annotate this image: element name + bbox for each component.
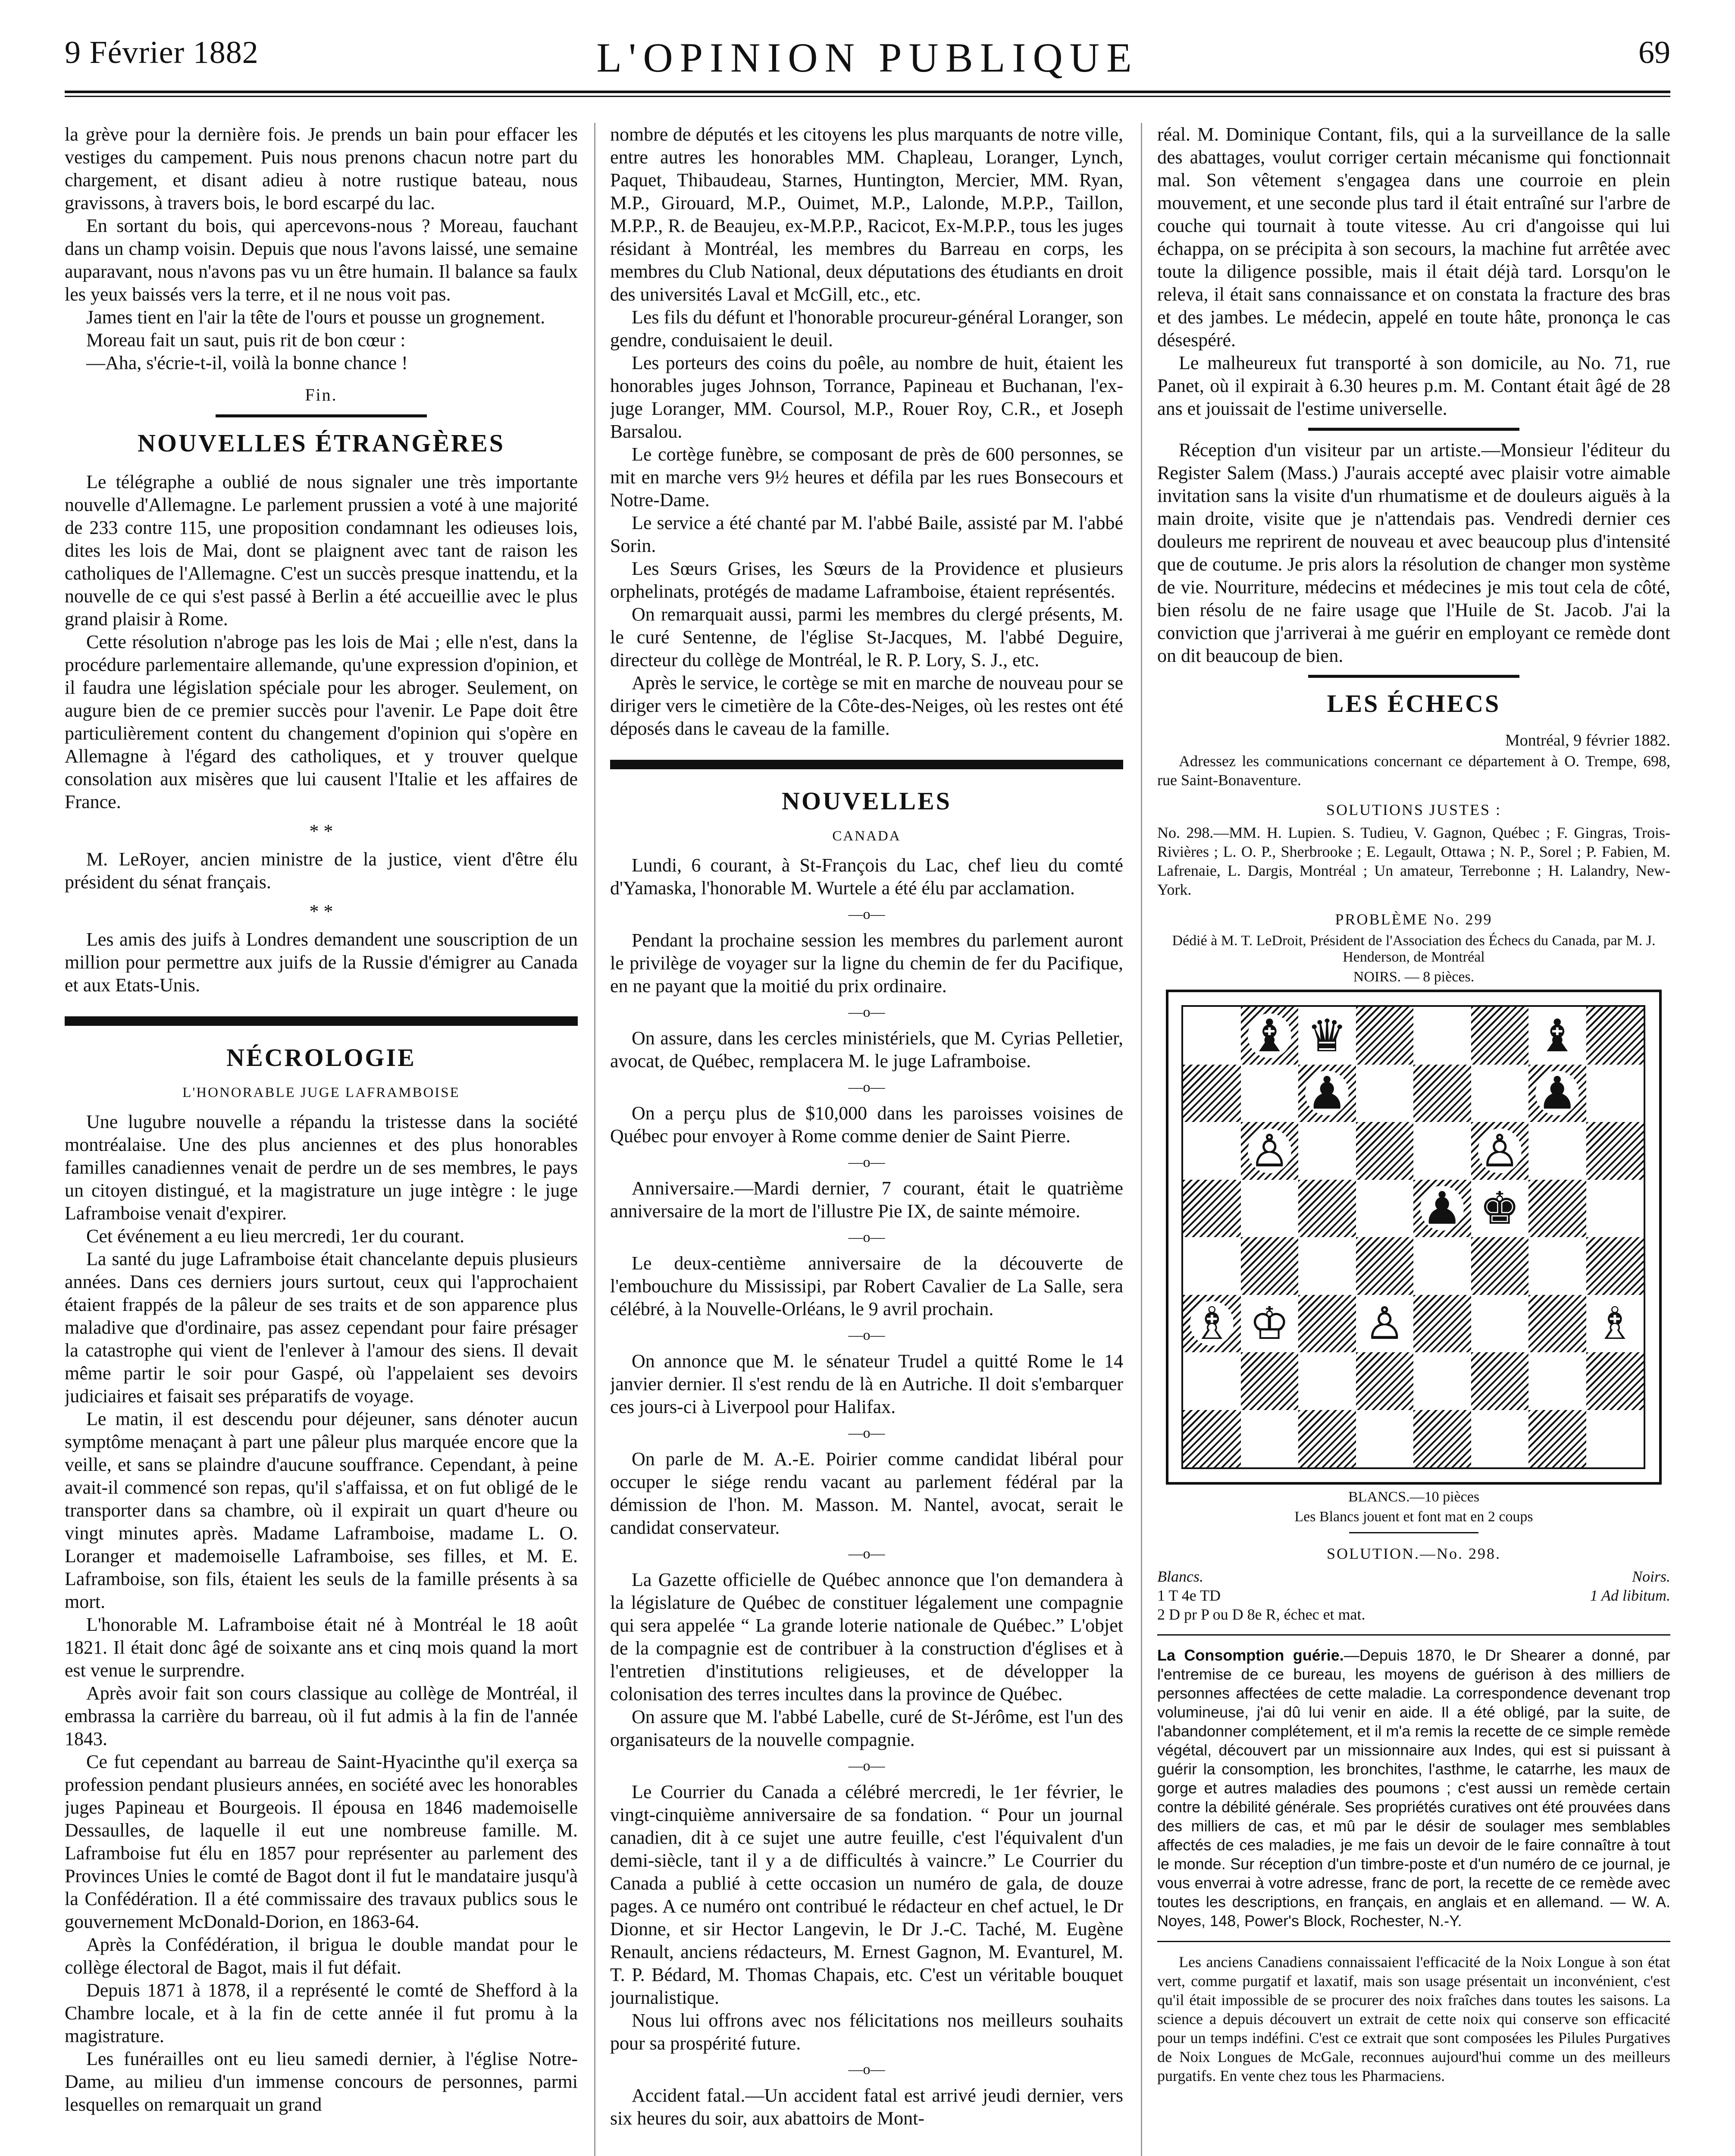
chess-square	[1183, 1122, 1241, 1180]
article-paragraph: Les fils du défunt et l'honorable procureur-général Loranger, son gendre, conduisaient le deuil.	[610, 307, 1123, 351]
chess-square	[1241, 1065, 1299, 1122]
section-rule	[216, 414, 427, 417]
chess-piece: ♟	[1535, 1071, 1579, 1116]
divider	[1349, 1532, 1478, 1533]
article-paragraph: Les porteurs des coins du poêle, au nombre de huit, étaient les honorables juges Johnson, Torrance, Papineau et Buchanan, l'ex-juge Loranger, MM. Coursol, M.P., Rouer Roy, C.R., et Joseph Barsalou.	[610, 352, 1123, 442]
chess-piece: ♝	[1537, 1009, 1578, 1062]
chess-square	[1471, 1065, 1529, 1122]
chess-square	[1528, 1352, 1586, 1410]
article-paragraph: Une lugubre nouvelle a répandu la tristesse dans la société montréalaise. Une des plus anciennes et des plus honorables familles canadiennes venait de perdre un de ses membres, le pays un citoyen distingué, et la magistrature un juge intègre : le juge Laframboise venait d'expirer.	[65, 1111, 578, 1224]
article-paragraph: Le télégraphe a oublié de nous signaler une très importante nouvelle d'Allemagne. Le parlement prussien a voté à une majorité de 233 contre 115, une proposition condamnant les odieuses lois, dites les lois de Mai, dont se plaignent avec tant de raison les catholiques de l'Allemagne. C'est un succès presque inattendu, et la nouvelle de ce qui s'est passé à Berlin a été accueillie avec le plus grand plaisir à Rome.	[65, 471, 578, 630]
chess-square	[1298, 1410, 1356, 1468]
section-rule-thick	[610, 760, 1123, 769]
news-item: Pendant la prochaine session les membres du parlement auront le privilège de voyager sur la ligne du chemin de fer du Pacifique, en ne payant que la moitié du prix ordinaire.	[610, 930, 1123, 997]
solution-black-move: 1 Ad libitum.	[1590, 1587, 1670, 1604]
chess-square	[1241, 1295, 1299, 1353]
news-item: On assure que M. l'abbé Labelle, curé de St-Jérôme, est l'un des organisateurs de la nouvelle compagnie.	[610, 1706, 1123, 1750]
solution-white-move: 2 D pr P ou D 8e R, échec et mat.	[1157, 1606, 1365, 1623]
chess-square	[1586, 1352, 1644, 1410]
story-end-mark: Fin.	[305, 385, 338, 404]
article-paragraph: On remarquait aussi, parmi les membres du clergé présents, M. le curé Sentenne, de l'église St-Jacques, M. l'abbé Deguire, directeur du collège de Montréal, le R. P. Lory, S. J., etc.	[610, 604, 1123, 671]
item-separator: —o—	[848, 1546, 885, 1562]
chess-square	[1356, 1295, 1414, 1353]
article-paragraph: Cet événement a eu lieu mercredi, 1er du courant.	[86, 1225, 465, 1247]
chess-piece: ♗	[1594, 1297, 1635, 1350]
chess-square	[1298, 1180, 1356, 1238]
problem-instruction: Les Blancs jouent et font mat en 2 coups	[1294, 1509, 1533, 1525]
chess-square	[1528, 1295, 1586, 1353]
chess-square	[1241, 1237, 1299, 1295]
chess-square	[1413, 1295, 1471, 1353]
divider	[1157, 1941, 1670, 1942]
chess-square	[1298, 1237, 1356, 1295]
chess-address: Adressez les communications concernant ce département à O. Trempe, 698, rue Saint-Bonaventure.	[1157, 752, 1670, 789]
news-item: Anniversaire.—Mardi dernier, 7 courant, était le quatrième anniversaire de la mort de l'illustre Pie IX, de sainte mémoire.	[610, 1178, 1123, 1222]
chess-square	[1413, 1237, 1471, 1295]
chess-square	[1298, 1065, 1356, 1122]
section-title-etrangeres: NOUVELLES ÉTRANGÈRES	[138, 429, 505, 457]
advert-title: La Consomption guérie.	[1157, 1646, 1344, 1664]
separator-stars: * *	[309, 821, 333, 842]
article-paragraph: La santé du juge Laframboise était chancelante depuis plusieurs années. Dans ces derniers jours surtout, ceux qui l'approchaient étaient frappés de la pâleur de ses traits et de son apparence plus maladive que d'ordinaire, pas assez cependant pour faire présager la catastrophe qui vient de l'enlever à l'amour des siens. Il devait même partir le soir pour Gaspé, où l'appelaient ses devoirs judiciaires et faisait ses préparatifs de voyage.	[65, 1248, 578, 1407]
column-separator	[1141, 123, 1142, 2156]
solution-title: SOLUTION.—No. 298.	[1327, 1545, 1501, 1562]
black-pieces-caption: NOIRS. — 8 pièces.	[1353, 969, 1475, 985]
item-separator: —o—	[848, 906, 885, 922]
news-item: On parle de M. A.-E. Poirier comme candidat libéral pour occuper le siége rendu vacant au parlement fédéral par la démission de l'hon. M. Masson. M. Nantel, avocat, serait le candidat conservateur.	[610, 1448, 1123, 1538]
item-separator: —o—	[848, 1425, 885, 1441]
chess-square	[1586, 1410, 1644, 1468]
article-paragraph: Le matin, il est descendu pour déjeuner, sans dénoter aucun symptôme menaçant à part une pâleur plus marquée encore que la veille, et sans se plaindre d'aucune souffrance. Cependant, à peine avait-il commencé son repas, qu'il s'affaissa, et on fut obligé de le transporter dans sa chambre, où il expirait un quart d'heure ou vingt minutes après. Madame Laframboise, madame L. O. Loranger et mademoiselle Laframboise, ses filles, et M. E. Laframboise, son fils, étaient les seuls de la famille présents à sa mort.	[65, 1408, 578, 1612]
chess-square	[1586, 1007, 1644, 1065]
chess-piece: ♙	[1364, 1297, 1405, 1350]
story-paragraph: Moreau fait un saut, puis rit de bon cœur :	[86, 329, 406, 351]
chess-square	[1471, 1352, 1529, 1410]
story-paragraph: James tient en l'air la tête de l'ours et pousse un grognement.	[86, 307, 545, 328]
article-paragraph: Cette résolution n'abroge pas les lois de Mai ; elle n'est, dans la procédure parlementaire allemande, qu'une expression d'opinion, et il faudra une législation spéciale pour les abroger. Seulement, on augure bien de ce premier succès pour l'avenir. Le Pape doit être particulièrement content du changement d'opinion qui s'opère en Allemagne à l'égard des catholiques, et y trouver quelque consolation aux misères que lui causent l'Italie et les affaires de France.	[65, 631, 578, 812]
problem-title: PROBLÈME No. 299	[1335, 911, 1493, 928]
chess-piece: ♙	[1248, 1128, 1291, 1173]
article-paragraph: Les Sœurs Grises, les Sœurs de la Providence et plusieurs orphelinats, protégés de madame Laframboise, étaient représentés.	[610, 558, 1123, 602]
chess-piece: ♛	[1307, 1009, 1347, 1062]
chess-square	[1413, 1065, 1471, 1122]
chess-square	[1298, 1295, 1356, 1353]
solution-line	[1157, 1586, 1670, 1605]
issue-date: 9 Février 1882	[65, 35, 259, 70]
chess-square	[1471, 1180, 1529, 1238]
section-rule-thick	[65, 1016, 578, 1026]
chess-square	[1298, 1352, 1356, 1410]
chess-square	[1413, 1410, 1471, 1468]
chess-square	[1183, 1295, 1241, 1353]
chess-square	[1241, 1007, 1299, 1065]
chess-square	[1528, 1065, 1586, 1122]
article-paragraph: Ce fut cependant au barreau de Saint-Hyacinthe qu'il exerça sa profession pendant plusieurs années, en société avec les honorables juges Papineau et Bourgeois. Il épousa en 1846 mademoiselle Dessaulles, de laquelle il eut une nombreuse famille. M. Laframboise fut élu en 1857 pour représenter au parlement des Provinces Unies le comté de Bagot dont il fut le mandataire jusqu'à la Confédération. Il a été commissaire des travaux publics sous le gouvernement McDonald-Dorion, en 1863-64.	[65, 1751, 578, 1932]
section-rule	[1308, 675, 1519, 678]
article-paragraph: L'honorable M. Laframboise était né à Montréal le 18 août 1821. Il était donc âgé de soixante ans et cinq mois quand la mort est venue le surprendre.	[65, 1614, 578, 1681]
divider	[1157, 1634, 1670, 1636]
chess-piece: ♗	[1190, 1301, 1234, 1346]
chess-square	[1413, 1007, 1471, 1065]
newspaper-title: L'OPINION PUBLIQUE	[596, 34, 1139, 81]
solutions-list: No. 298.—MM. H. Lupien. S. Tudieu, V. Gagnon, Québec ; F. Gingras, Trois-Rivières ; L. O. P., Sherbrooke ; E. Legault, Ottawa ; N. P., Sorel ; P. Fabien, M. Lafrenaie, L. Dargis, Montréal ; Un amateur, Terrebonne ; H. Lalandry, New-York.	[1157, 824, 1670, 898]
chess-square	[1356, 1180, 1414, 1238]
story-paragraph: En sortant du bois, qui apercevons-nous ? Moreau, fauchant dans un champ voisin. Depuis que nous l'avons laissé, une semaine auparavant, nous n'avons pas vu un être humain. Il balance sa faulx les yeux baissés vers la terre, et il ne nous voit pas.	[65, 215, 578, 305]
article-paragraph: Le cortège funèbre, se composant de près de 600 personnes, se mit en marche vers 9½ heures et défila par les rues Bonsecours et Notre-Dame.	[610, 444, 1123, 511]
chess-square	[1586, 1180, 1644, 1238]
chess-square	[1413, 1122, 1471, 1180]
article-paragraph: Les amis des juifs à Londres demandent une souscription de un million pour permettre aux juifs de la Russie d'émigrer au Canada et aux Etats-Unis.	[65, 929, 578, 996]
advert-paragraph: Réception d'un visiteur par un artiste.—Monsieur l'éditeur du Register Salem (Mass.) J'aurais accepté avec plaisir votre aimable invitation sans la visite d'un rhumatisme et de douleurs aiguës à la main droite, visite que je n'attendais pas. Vendredi dernier ces douleurs me reprirent de nouveau et avec beaucoup plus d'intensité que de coutume. Je pris alors la résolution de changer mon système de vie. Nourriture, médecins et médecines je mis tout cela de côté, bien résolu de ne faire usage que l'Huile de St. Jacob. J'ai la conviction que j'arriverai à me guérir en employant ce remède dont on dit beaucoup de bien.	[1157, 439, 1670, 666]
article-paragraph: Les funérailles ont eu lieu samedi dernier, à l'église Notre-Dame, au milieu d'un immense concours de personnes, parmi lesquelles on remarquait un grand	[65, 2048, 578, 2115]
chess-square	[1471, 1237, 1529, 1295]
news-item: Nous lui offrons avec nos félicitations nos meilleurs souhaits pour sa prospérité future.	[610, 2010, 1123, 2054]
chess-square	[1413, 1180, 1471, 1238]
section-title-echecs: LES ÉCHECS	[1327, 689, 1501, 718]
column-separator	[594, 123, 595, 2156]
chess-square	[1183, 1410, 1241, 1468]
solution-white-head: Blancs.	[1157, 1568, 1203, 1585]
chess-square	[1586, 1065, 1644, 1122]
chess-square	[1356, 1122, 1414, 1180]
chess-square	[1528, 1237, 1586, 1295]
section-title-nouvelles: NOUVELLES	[782, 787, 952, 815]
news-item: Le Courrier du Canada a célébré mercredi, le 1er février, le vingt-cinquième anniversaire de sa fondation. “ Pour un journal canadien, dit à ce sujet une autre feuille, c'est l'équivalent d'un demi-siècle, tant il y a de difficultés à vaincre.” Le Courrier du Canada a publié à cette occasion un numéro de gala, de douze pages. A ce numéro ont contribué le rédacteur en chef actuel, le Dr Dionne, et sir Hector Langevin, le Dr J.-C. Taché, M. Eugène Renault, anciens rédacteurs, M. Ernest Gagnon, M. Evanturel, M. T. P. Bédard, M. Thomas Chapais, etc. C'est un véritable bouquet journalistique.	[610, 1781, 1123, 2008]
chess-square	[1241, 1352, 1299, 1410]
chess-piece: ♔	[1249, 1297, 1290, 1350]
article-paragraph: réal. M. Dominique Contant, fils, qui a la surveillance de la salle des abattages, voulut corriger certain mécanisme qui fonctionnait mal. Son vêtement s'engagea dans une courroie en plein mouvement, et une seconde plus tard il était entraîné sur l'arbre de couche qui tournait à toute vitesse. Au cri d'angoisse qui lui échappa, on se précipita à son secours, la machine fut arrêtée avec toute la diligence possible, mais il était déjà tard. Lorsqu'on le releva, il était sans connaissance et on constata la fracture des bras et des jambes. Le médecin, appelé en toute hâte, prononça le cas désespéré.	[1157, 124, 1670, 351]
chess-diagram	[1166, 990, 1662, 1485]
white-pieces-caption: BLANCS.—10 pièces	[1348, 1489, 1480, 1505]
story-paragraph: —Aha, s'écrie-t-il, voilà la bonne chance !	[86, 352, 408, 373]
chess-board	[1181, 1005, 1645, 1469]
chess-square	[1356, 1410, 1414, 1468]
column-1	[65, 123, 578, 2156]
chess-square	[1183, 1180, 1241, 1238]
chess-square	[1471, 1410, 1529, 1468]
article-paragraph: Après le service, le cortège se mit en marche de nouveau pour se diriger vers le cimetière de la Côte-des-Neiges, où les restes ont été déposés dans le caveau de la famille.	[610, 672, 1123, 739]
advert-noix: Les anciens Canadiens connaissaient l'efficacité de la Noix Longue à son état vert, comme purgatif et laxatif, mais son usage présentait un inconvénient, c'est qu'il était impossible de se procurer des noix fraîches dans toutes les saisons. La science a depuis découvert un extrait de cette noix qui conserve son efficacité pour un temps indéfini. C'est ce extrait que sont composées les Pilules Purgatives de Noix Longues de McGale, reconnues aujourd'hui comme un des meilleurs purgatifs. En vente chez tous les Pharmaciens.	[1157, 1953, 1670, 2084]
column-2	[610, 123, 1123, 2156]
chess-square	[1241, 1180, 1299, 1238]
news-item: Accident fatal.—Un accident fatal est arrivé jeudi dernier, vers six heures du soir, aux abattoirs de Mont-	[610, 2085, 1123, 2129]
solution-black-head: Noirs.	[1632, 1568, 1670, 1585]
masthead	[65, 30, 1670, 99]
header-rule	[65, 91, 1670, 97]
page-number: 69	[1638, 35, 1670, 70]
chess-square	[1528, 1180, 1586, 1238]
chess-square	[1586, 1122, 1644, 1180]
chess-square	[1183, 1237, 1241, 1295]
item-separator: —o—	[848, 2062, 885, 2078]
subsection-title: CANADA	[832, 828, 901, 844]
advert-consomption	[1157, 1646, 1670, 1930]
chess-square	[1528, 1007, 1586, 1065]
chess-square	[1298, 1122, 1356, 1180]
chess-square	[1471, 1122, 1529, 1180]
item-separator: —o—	[848, 1004, 885, 1020]
article-paragraph: Après la Confédération, il brigua le double mandat pour le collège électoral de Bagot, mais il fut défait.	[65, 1934, 578, 1978]
chess-square	[1241, 1410, 1299, 1468]
chess-square	[1356, 1065, 1414, 1122]
article-paragraph: Le malheureux fut transporté à son domicile, au No. 71, rue Panet, où il expirait à 6.30 heures p.m. M. Contant était âgé de 28 ans et jouissait de l'estime universelle.	[1157, 352, 1670, 419]
article-paragraph: nombre de députés et les citoyens les plus marquants de notre ville, entre autres les honorables MM. Chapleau, Loranger, Lynch, Paquet, Thibaudeau, Starnes, Huntington, Mercier, MM. Ryan, M.P., Girouard, M.P., Ouimet, M.P., Lalonde, M.P.P., Taillon, M.P.P., R. de Beaujeu, ex-M.P.P., Racicot, Ex-M.P.P., tous les juges résidant à Montréal, les membres du Barreau en corps, les membres du Club National, deux députations des étudiants en droit des universités Laval et McGill, etc., etc.	[610, 124, 1123, 305]
article-paragraph: M. LeRoyer, ancien ministre de la justice, vient d'être élu président du sénat français.	[65, 849, 578, 893]
solution-white-move: 1 T 4e TD	[1157, 1587, 1221, 1604]
story-paragraph: la grève pour la dernière fois. Je prends un bain pour effacer les vestiges du campement. Puis nous prenons chacun notre part du chargement, et disant adieu à notre rustique bateau, nous gravissons, à travers bois, le bord escarpé du lac.	[65, 124, 578, 213]
section-rule	[1308, 428, 1519, 431]
news-item: Lundi, 6 courant, à St-François du Lac, chef lieu du comté d'Yamaska, l'honorable M. Wurtele a été élu par acclamation.	[610, 855, 1123, 899]
separator-stars: * *	[309, 901, 333, 922]
article-paragraph: Après avoir fait son cours classique au collège de Montréal, il embrassa la carrière du barreau, où il fut admis à la fin de l'année 1843.	[65, 1683, 578, 1749]
article-paragraph: Depuis 1871 à 1878, il a représenté le comté de Shefford à la Chambre locale, et à la fin de cette année il fut promu à la magistrature.	[65, 1980, 578, 2046]
chess-square	[1183, 1352, 1241, 1410]
news-item: On annonce que M. le sénateur Trudel a quitté Rome le 14 janvier dernier. Il s'est rendu de là en Autriche. Il doit s'embarquer ces jours-ci à Liverpool pour Halifax.	[610, 1351, 1123, 1417]
item-separator: —o—	[848, 1758, 885, 1774]
chess-square	[1241, 1122, 1299, 1180]
chess-piece: ♚	[1479, 1182, 1520, 1235]
chess-piece: ♟	[1420, 1186, 1464, 1231]
news-item: On a perçu plus de $10,000 dans les paroisses voisines de Québec pour envoyer à Rome comme denier de Saint Pierre.	[610, 1103, 1123, 1147]
chess-piece: ♙	[1478, 1128, 1522, 1173]
solution-columns-head	[1157, 1567, 1670, 1586]
chess-square	[1471, 1007, 1529, 1065]
chess-square	[1183, 1007, 1241, 1065]
chess-piece: ♝	[1248, 1013, 1291, 1058]
chess-square	[1586, 1237, 1644, 1295]
chess-square	[1356, 1352, 1414, 1410]
item-separator: —o—	[848, 1154, 885, 1170]
item-separator: —o—	[848, 1079, 885, 1095]
news-item: Le deux-centième anniversaire de la découverte de l'embouchure du Mississipi, par Robert Cavalier de La Salle, sera célébré, à la Nouvelle-Orléans, le 9 avril prochain.	[610, 1253, 1123, 1319]
section-title-necrologie: NÉCROLOGIE	[226, 1044, 416, 1072]
solutions-title: SOLUTIONS JUSTES :	[1326, 801, 1502, 818]
news-item: La Gazette officielle de Québec annonce que l'on demandera à la législature de Québec de constituer légalement une compagnie qui sera appelée “ La grande loterie nationale de Québec.” L'objet de la compagnie est de contribuer à la construction d'églises et à l'entretien d'institutions religieuses, et de développer la colonisation des terres incultes dans la province de Québec.	[610, 1569, 1123, 1705]
column-3	[1157, 123, 1670, 2156]
chess-square	[1413, 1352, 1471, 1410]
chess-square	[1183, 1065, 1241, 1122]
chess-square	[1528, 1410, 1586, 1468]
article-paragraph: Le service a été chanté par M. l'abbé Baile, assisté par M. l'abbé Sorin.	[610, 512, 1123, 556]
chess-piece: ♟	[1305, 1071, 1349, 1116]
chess-square	[1471, 1295, 1529, 1353]
item-separator: —o—	[848, 1327, 885, 1343]
chess-square	[1356, 1237, 1414, 1295]
subsection-title: L'HONORABLE JUGE LAFRAMBOISE	[182, 1085, 460, 1100]
chess-date: Montréal, 9 février 1882.	[1505, 731, 1670, 749]
chess-square	[1298, 1007, 1356, 1065]
chess-square	[1356, 1007, 1414, 1065]
advert-text: —Depuis 1870, le Dr Shearer a donné, par l'entremise de ce bureau, les moyens de guérison à des milliers de personnes affectées de cette maladie. La correspondence devenant trop volumineuse, j'ai dû lui venir en aide. Il a été obligé, par la suite, de l'abandonner complétement, et il m'a remis la recette de ce simple remède végétal, découvert par un missionnaire aux Indes, qui est si puissant à guérir la consomption, les bronchites, l'asthme, le catarrhe, les maux de gorge et autres maladies des poumons ; c'est aussi un remède certain contre la débilité générale. Ses propriétés curatives ont été prouvées dans des milliers de cas, et mû par le désir de soulager mes semblables affectés de ces maladies, je me fais un devoir de le faire connaître à tout le monde. Sur réception d'un timbre-poste et d'un numéro de ce journal, je vous enverrai à votre adresse, franc de port, la recette de ce remède avec toutes les descriptions, en français, en anglais et en allemand. — W. A. Noyes, 148, Power's Block, Rochester, N.-Y.	[1157, 1646, 1670, 1930]
item-separator: —o—	[848, 1229, 885, 1245]
chess-square	[1528, 1122, 1586, 1180]
solution-line	[1157, 1605, 1670, 1624]
problem-dedication: Dédié à M. T. LeDroit, Président de l'Association des Échecs du Canada, par M. J. Henderson, de Montréal	[1172, 933, 1656, 965]
news-item: On assure, dans les cercles ministériels, que M. Cyrias Pelletier, avocat, de Québec, remplacera M. le juge Laframboise.	[610, 1028, 1123, 1072]
chess-square	[1586, 1295, 1644, 1353]
